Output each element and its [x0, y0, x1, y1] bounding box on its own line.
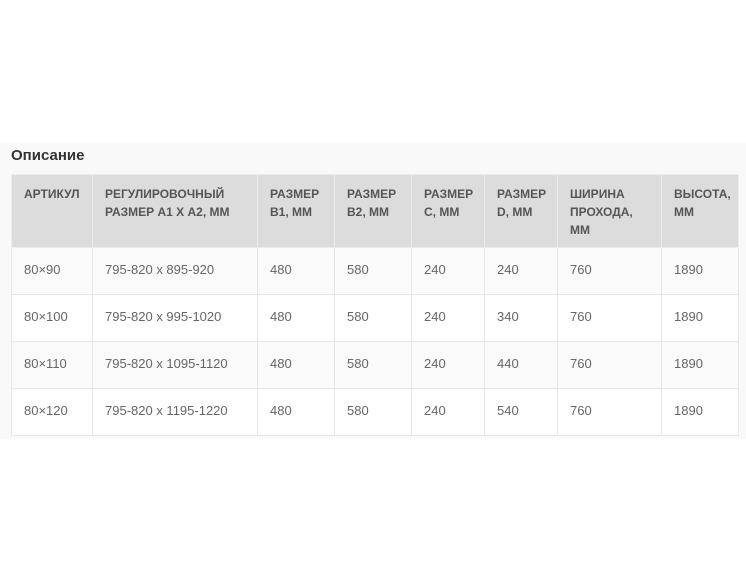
- cell-size-b2: 580: [335, 248, 412, 295]
- cell-size-d: 440: [485, 342, 558, 389]
- cell-height: 1890: [662, 295, 739, 342]
- cell-adjust-size: 795-820 x 1095-1120: [93, 342, 258, 389]
- cell-size-b1: 480: [258, 342, 335, 389]
- cell-size-d: 340: [485, 295, 558, 342]
- cell-size-b1: 480: [258, 248, 335, 295]
- header-height: ВЫСОТА, ММ: [662, 175, 739, 248]
- section-title: Описание: [11, 147, 85, 164]
- cell-article: 80×110: [12, 342, 93, 389]
- cell-height: 1890: [662, 248, 739, 295]
- cell-size-b1: 480: [258, 389, 335, 436]
- header-passage-width: ШИРИНА ПРОХОДА, ММ: [558, 175, 662, 248]
- cell-size-c: 240: [412, 389, 485, 436]
- cell-height: 1890: [662, 342, 739, 389]
- table-header: [12, 175, 739, 248]
- cell-adjust-size: 795-820 x 995-1020: [93, 295, 258, 342]
- cell-size-b2: 580: [335, 342, 412, 389]
- table-row: [12, 342, 739, 389]
- header-article: АРТИКУЛ: [12, 175, 93, 248]
- cell-passage-width: 760: [558, 248, 662, 295]
- cell-size-c: 240: [412, 295, 485, 342]
- cell-size-d: 240: [485, 248, 558, 295]
- header-adjust-size: РЕГУЛИРОВОЧНЫЙ РАЗМЕР А1 Х А2, ММ: [93, 175, 258, 248]
- cell-article: 80×120: [12, 389, 93, 436]
- cell-size-c: 240: [412, 248, 485, 295]
- cell-passage-width: 760: [558, 342, 662, 389]
- table-row: [12, 389, 739, 436]
- cell-adjust-size: 795-820 x 895-920: [93, 248, 258, 295]
- cell-size-b2: 580: [335, 389, 412, 436]
- table-body: [12, 248, 739, 436]
- cell-article: 80×100: [12, 295, 93, 342]
- cell-size-d: 540: [485, 389, 558, 436]
- header-size-b2: РАЗМЕР В2, ММ: [335, 175, 412, 248]
- specs-table: [11, 174, 739, 436]
- cell-size-b1: 480: [258, 295, 335, 342]
- cell-height: 1890: [662, 389, 739, 436]
- table-row: [12, 295, 739, 342]
- cell-passage-width: 760: [558, 295, 662, 342]
- header-size-d: РАЗМЕР D, ММ: [485, 175, 558, 248]
- cell-size-c: 240: [412, 342, 485, 389]
- cell-size-b2: 580: [335, 295, 412, 342]
- table-row: [12, 248, 739, 295]
- cell-adjust-size: 795-820 x 1195-1220: [93, 389, 258, 436]
- header-size-c: РАЗМЕР С, ММ: [412, 175, 485, 248]
- header-row: [12, 175, 739, 248]
- cell-passage-width: 760: [558, 389, 662, 436]
- cell-article: 80×90: [12, 248, 93, 295]
- header-size-b1: РАЗМЕР В1, ММ: [258, 175, 335, 248]
